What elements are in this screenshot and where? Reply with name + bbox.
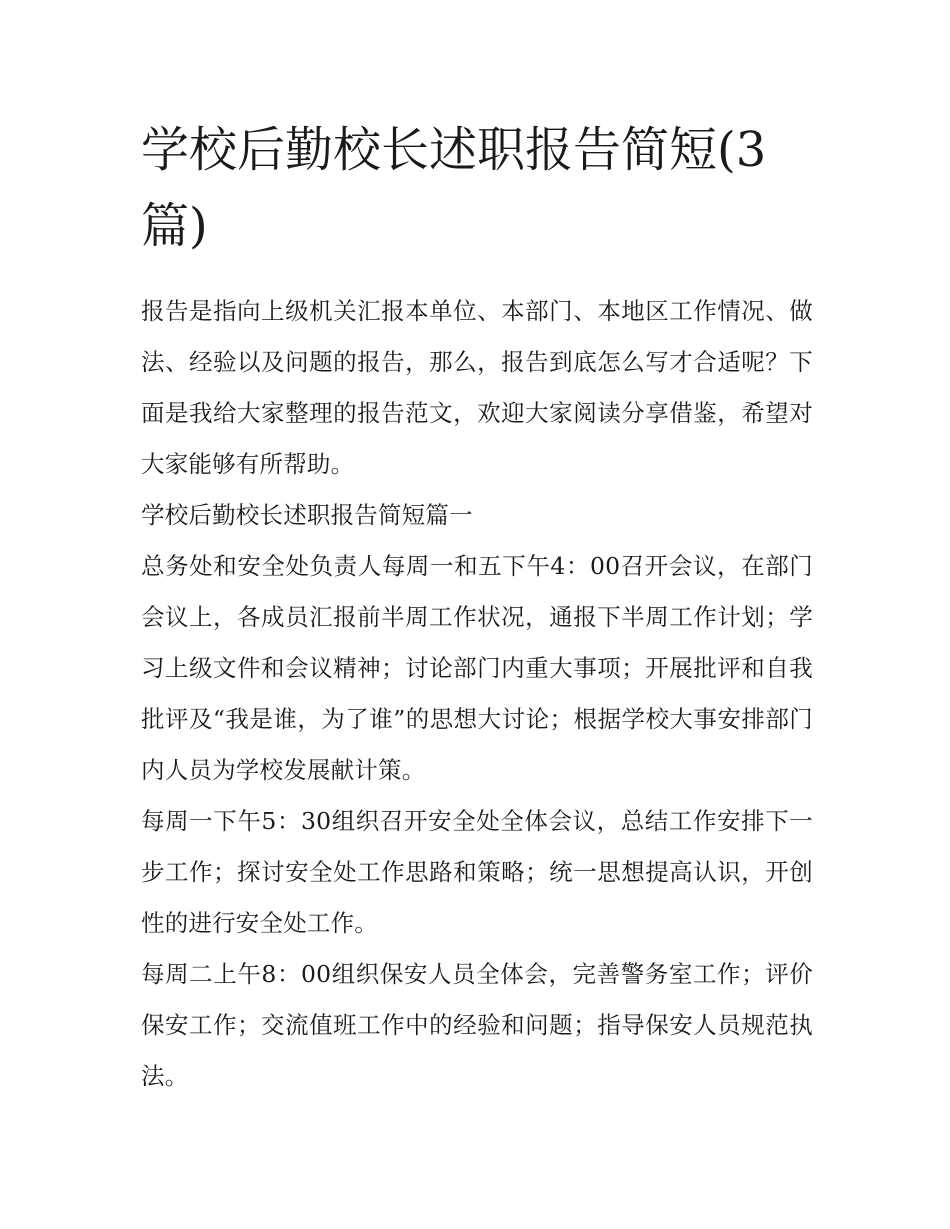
document-body bbox=[141, 112, 813, 1102]
document-title: 学校后勤校长述职报告简短(3篇) bbox=[141, 122, 767, 254]
intro-paragraph: 报告是指向上级机关汇报本单位、本部门、本地区工作情况、做法、经验以及问题的报告，那么，报告到底怎么写才合适呢？下面是我给大家整理的报告范文，欢迎大家阅读分享借鉴，希望对大家能够有所帮助。 bbox=[141, 297, 813, 478]
body-paragraph: 每周二上午8：00组织保安人员全体会，完善警务室工作；评价保安工作；交流值班工作中的经验和问题；指导保安人员规范执法。 bbox=[141, 960, 813, 1090]
body-paragraph: 总务处和安全处负责人每周一和五下午4：00召开会议，在部门会议上，各成员汇报前半周工作状况，通报下半周工作计划；学习上级文件和会议精神；讨论部门内重大事项；开展批评和自我批评及“我是谁，为了谁”的思想大讨论；根据学校大事安排部门内人员为学校发展献计策。 bbox=[141, 552, 813, 784]
body-paragraph: 每周一下午5：30组织召开安全处全体会议，总结工作安排下一步工作；探讨安全处工作思路和策略；统一思想提高认识，开创性的进行安全处工作。 bbox=[141, 807, 813, 937]
section-heading: 学校后勤校长述职报告简短篇一 bbox=[141, 501, 473, 529]
